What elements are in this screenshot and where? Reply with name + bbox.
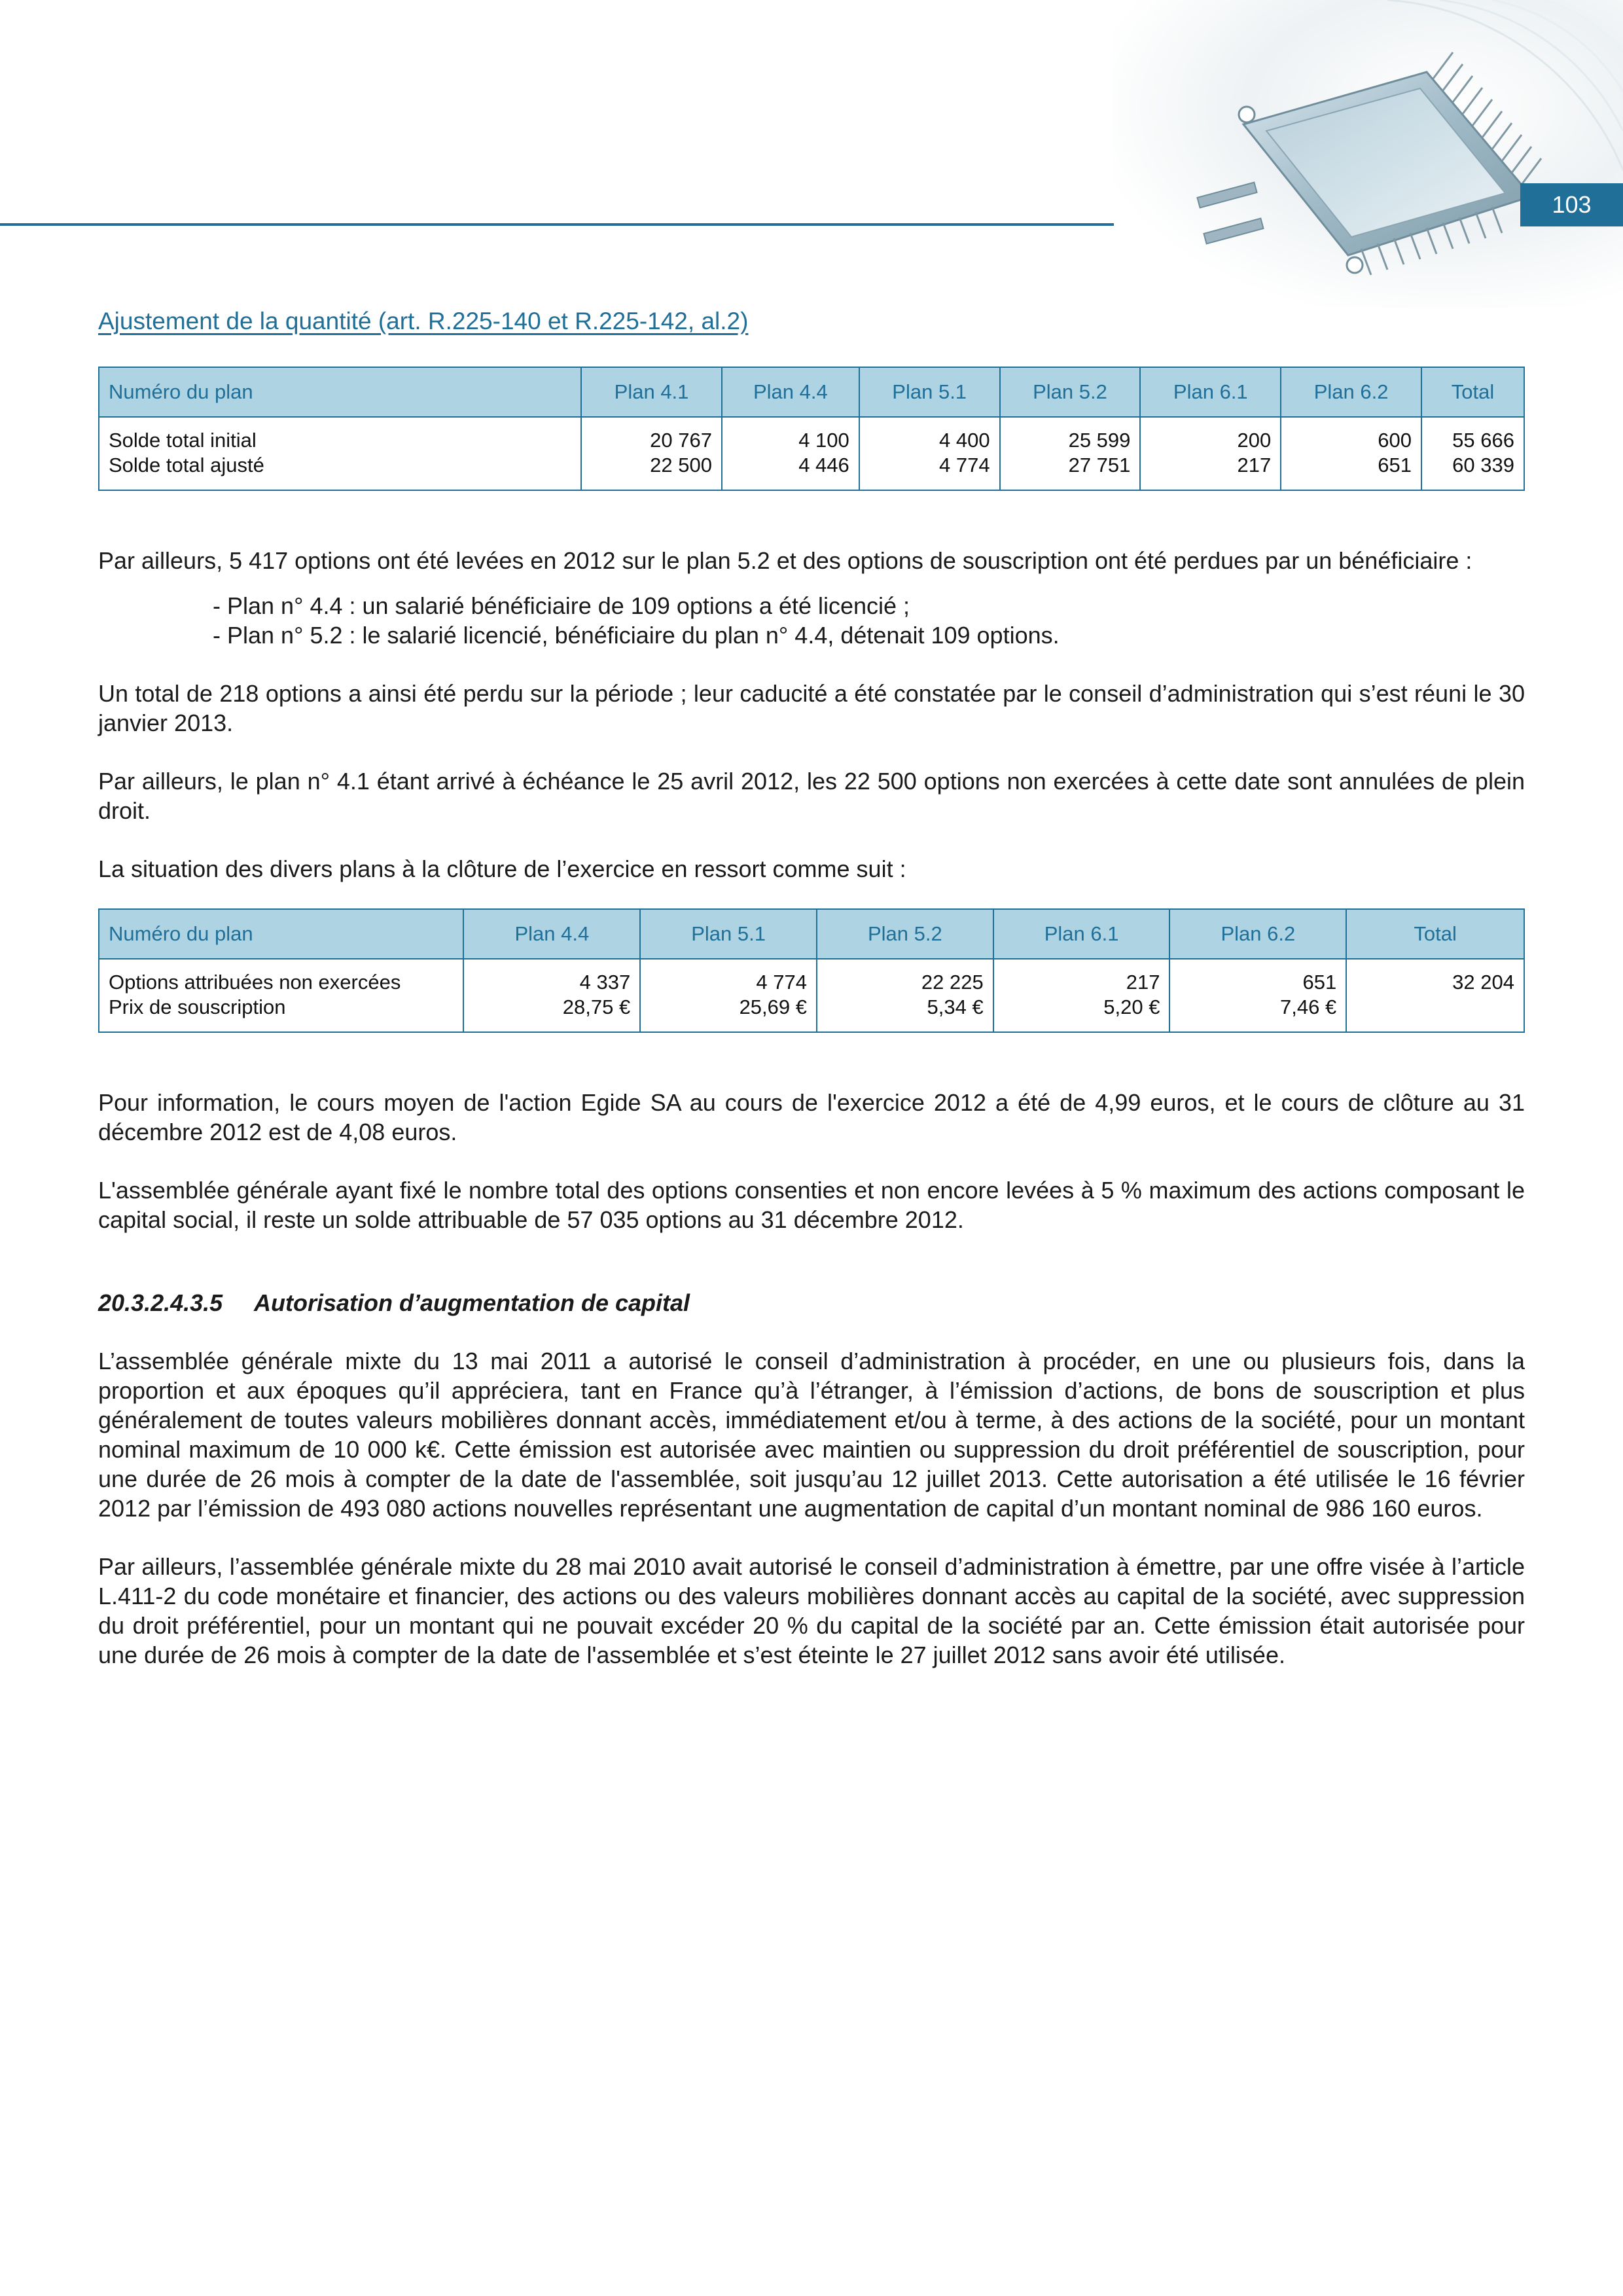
table-cell — [722, 417, 859, 490]
cell-value: 4 337 — [579, 971, 631, 994]
cell-value: 600 — [1378, 429, 1412, 452]
paragraph: Par ailleurs, le plan n° 4.1 étant arrivé à échéance le 25 avril 2012, les 22 500 options non exercées à cette date sont annulées de plein droit. — [98, 768, 1525, 824]
table-header-cell: Plan 4.4 — [722, 367, 859, 417]
page-content — [98, 308, 1525, 1670]
paragraph: L’assemblée générale mixte du 13 mai 2011 a autorisé le conseil d’administration à procéder, en une ou plusieurs fois, dans la proportion et aux époques qu’il appréciera, tant en France qu’à l’étranger, à l’émission d’actions, de bons de souscription et plus généralement de toutes valeurs mobilières donnant accès, immédiatement et/ou à terme, à des actions de la société, pour un montant nominal maximum de 10 000 k€. Cette émission est autorisée avec maintien ou suppression du droit préférentiel de souscription, pour une durée de 26 mois à compter de la date de l'assemblée, soit jusqu’au 12 juillet 2013. Cette autorisation a été utilisée le 16 février 2012 par l’émission de 493 080 actions nouvelles représentant une augmentation de capital d’un montant nominal de 986 160 euros. — [98, 1348, 1525, 1522]
paragraph: Un total de 218 options a ainsi été perdu sur la période ; leur caducité a été constatée par le conseil d’administration qui s’est réuni le 30 janvier 2013. — [98, 680, 1525, 736]
header-component-illustration — [1113, 0, 1623, 308]
page-number-badge: 103 — [1520, 183, 1623, 226]
cell-value: 55 666 — [1452, 429, 1514, 452]
subsection-heading — [98, 1288, 1525, 1318]
cell-value: 4 446 — [798, 454, 849, 476]
bullet-list — [213, 591, 1525, 650]
table-header-cell: Numéro du plan — [99, 909, 463, 959]
table-cell — [99, 959, 463, 1032]
subsection-title: Autorisation d’augmentation de capital — [254, 1289, 690, 1316]
table-header-cell: Total — [1346, 909, 1524, 959]
table-header-cell: Plan 4.4 — [463, 909, 640, 959]
cell-value: 5,20 € — [1103, 996, 1160, 1018]
table-header-cell: Plan 5.1 — [640, 909, 817, 959]
cell-value: 32 204 — [1452, 971, 1514, 994]
table-cell — [99, 417, 581, 490]
cell-value: 20 767 — [650, 429, 712, 452]
cell-value: 27 751 — [1068, 454, 1131, 476]
table-header-row — [99, 367, 1524, 417]
cell-value: 22 225 — [921, 971, 984, 994]
cell-value: 651 — [1302, 971, 1337, 994]
table-cell — [640, 959, 817, 1032]
table-cell — [1140, 417, 1281, 490]
table-cell — [1346, 959, 1524, 1032]
cell-value: 4 774 — [939, 454, 990, 476]
row-label: Options attribuées non exercées — [109, 971, 401, 994]
table-header-row — [99, 909, 1524, 959]
cell-value: 7,46 € — [1280, 996, 1337, 1018]
list-item: - Plan n° 4.4 : un salarié bénéficiaire de 109 options a été licencié ; — [213, 592, 910, 619]
paragraph: L'assemblée générale ayant fixé le nombre total des options consenties et non encore levées à 5 % maximum des actions composant le capital social, il reste un solde attribuable de 57 035 options au 31 décembre 2012. — [98, 1177, 1525, 1233]
table-header-cell: Total — [1421, 367, 1524, 417]
header-rule — [0, 223, 1114, 226]
paragraph: La situation des divers plans à la clôture de l’exercice en ressort comme suit : — [98, 855, 906, 882]
table-cell — [1169, 959, 1346, 1032]
table-header-cell: Plan 5.2 — [817, 909, 993, 959]
list-item: - Plan n° 5.2 : le salarié licencié, bénéficiaire du plan n° 4.4, détenait 109 options. — [213, 622, 1060, 649]
table-cell — [1281, 417, 1421, 490]
table-row — [99, 417, 1524, 490]
row-label: Prix de souscription — [109, 996, 286, 1018]
table-header-cell: Plan 6.1 — [993, 909, 1170, 959]
cell-value: 28,75 € — [562, 996, 631, 1018]
cell-value: 651 — [1378, 454, 1412, 476]
cell-value: 4 774 — [756, 971, 807, 994]
table-header-cell: Plan 6.2 — [1169, 909, 1346, 959]
paragraph: Par ailleurs, 5 417 options ont été levées en 2012 sur le plan 5.2 et des options de souscription ont été perdues par un bénéficiaire : — [98, 547, 1472, 574]
row-label: Solde total ajusté — [109, 454, 264, 476]
table-header-cell: Numéro du plan — [99, 367, 581, 417]
table-cell — [1000, 417, 1141, 490]
paragraph: Par ailleurs, l’assemblée générale mixte du 28 mai 2010 avait autorisé le conseil d’administration à émettre, par une offre visée à l’article L.411-2 du code monétaire et financier, des actions ou des valeurs mobilières donnant accès au capital de la société, avec suppression du droit préférentiel, pour un montant qui ne pouvait excéder 20 % du capital de la société par an. Cette émission était autorisée pour une durée de 26 mois à compter de la date de l'assemblée et s’est éteinte le 27 juillet 2012 sans avoir été utilisée. — [98, 1553, 1525, 1668]
cell-value: 217 — [1126, 971, 1160, 994]
cell-value: 22 500 — [650, 454, 712, 476]
cell-value: 5,34 € — [927, 996, 984, 1018]
cell-value: 25 599 — [1068, 429, 1131, 452]
table-header-cell: Plan 5.2 — [1000, 367, 1141, 417]
table-header-cell: Plan 6.2 — [1281, 367, 1421, 417]
table-row — [99, 959, 1524, 1032]
cell-value: 4 100 — [798, 429, 849, 452]
cell-value: 200 — [1237, 429, 1272, 452]
table-cell — [859, 417, 1000, 490]
cell-value: 4 400 — [939, 429, 990, 452]
cell-value: 25,69 € — [739, 996, 807, 1018]
section-link[interactable]: Ajustement de la quantité (art. R.225-140 et R.225-142, al.2) — [98, 308, 749, 334]
row-label: Solde total initial — [109, 429, 257, 452]
table-cell — [463, 959, 640, 1032]
table-cell — [993, 959, 1170, 1032]
table-header-cell: Plan 5.1 — [859, 367, 1000, 417]
table-cell — [817, 959, 993, 1032]
paragraph: Pour information, le cours moyen de l'action Egide SA au cours de l'exercice 2012 a été de 4,99 euros, et le cours de clôture au 31 décembre 2012 est de 4,08 euros. — [98, 1089, 1525, 1145]
adjustment-table — [98, 367, 1525, 491]
cell-value: 60 339 — [1452, 454, 1514, 476]
table-cell — [1421, 417, 1524, 490]
cell-value: 217 — [1237, 454, 1272, 476]
table-header-cell: Plan 6.1 — [1140, 367, 1281, 417]
table-header-cell: Plan 4.1 — [581, 367, 722, 417]
subsection-number: 20.3.2.4.3.5 — [98, 1289, 223, 1316]
table-cell — [581, 417, 722, 490]
plans-status-table — [98, 908, 1525, 1033]
